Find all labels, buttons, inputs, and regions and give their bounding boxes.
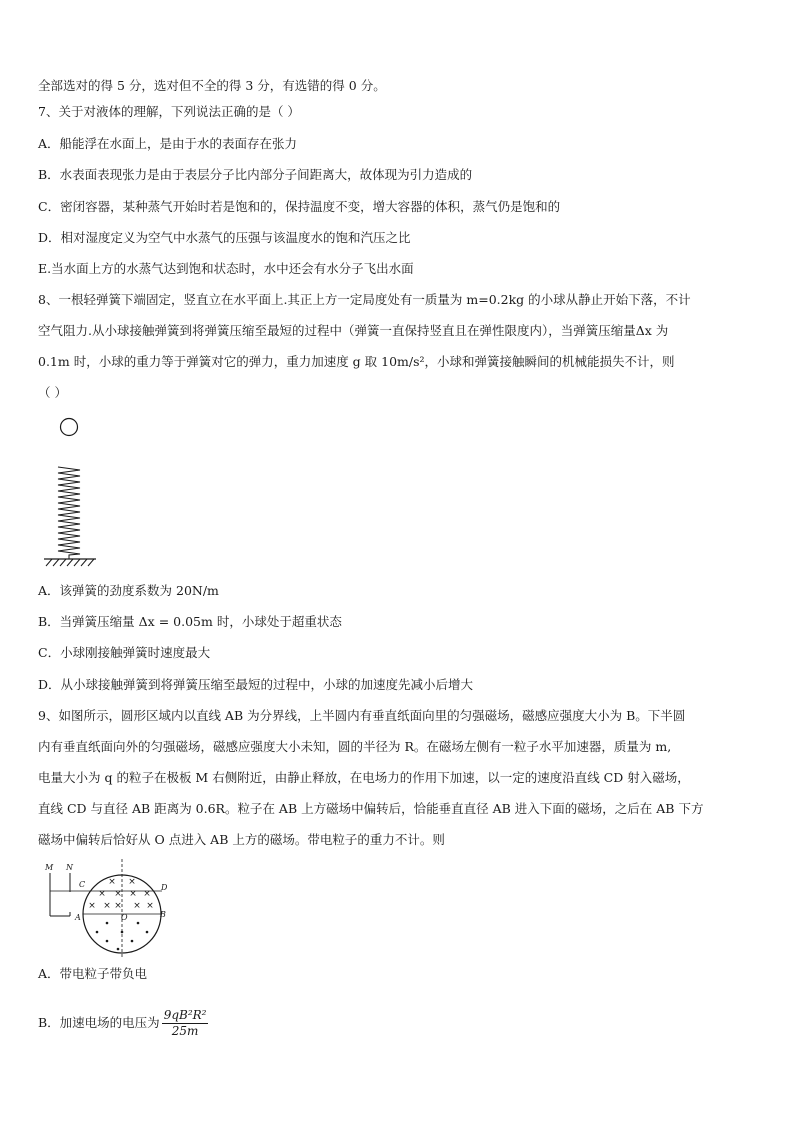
svg-text:×: × bbox=[133, 901, 141, 911]
question-7-stem: 7、关于对液体的理解，下列说法正确的是（ ） bbox=[38, 104, 300, 119]
question-9-stem-line-1: 9、如图所示，圆形区域内以直线 AB 为分界线，上半圆内有垂直纸面向里的匀强磁场，磁感应强度大小为 B。下半圆 bbox=[38, 708, 686, 723]
svg-text:×: × bbox=[98, 889, 106, 899]
question-9-option-b-prefix: B．加速电场的电压为 bbox=[38, 1015, 160, 1030]
svg-text:×: × bbox=[114, 901, 122, 911]
svg-text:×: × bbox=[129, 889, 137, 899]
svg-text:×: × bbox=[88, 901, 96, 911]
instruction-line: 全部选对的得 5 分，选对但不全的得 3 分，有选错的得 0 分。 bbox=[38, 78, 386, 93]
question-9-stem-line-3: 电量大小为 q 的粒子在极板 M 右侧附近，由静止释放，在电场力的作用下加速，以一定的速度沿直线 CD 射入磁场， bbox=[38, 770, 690, 785]
question-8-option-a: A．该弹簧的劲度系数为 20N/m bbox=[38, 583, 219, 598]
question-9-option-a: A．带电粒子带负电 bbox=[38, 966, 148, 981]
question-8-stem-line-1: 8、一根轻弹簧下端固定，竖直立在水平面上.其正上方一定局度处有一质量为 m=0.2kg 的小球从静止开始下落，不计 bbox=[38, 292, 691, 307]
spring-icon bbox=[58, 467, 80, 559]
question-8-answer-paren: （ ） bbox=[38, 385, 67, 400]
question-8-stem-line-2: 空气阻力.从小球接触弹簧到将弹簧压缩至最短的过程中（弹簧一直保持竖直且在弹性限度内），当弹簧压缩量Δx 为 bbox=[38, 323, 669, 338]
question-7-option-b: B．水表面表现张力是由于表层分子比内部分子间距离大，故体现为引力造成的 bbox=[38, 167, 473, 182]
spring-ball-figure bbox=[38, 412, 108, 572]
svg-text:×: × bbox=[108, 877, 116, 887]
svg-text:×: × bbox=[114, 889, 122, 899]
question-9-stem-line-5: 磁场中偏转后恰好从 O 点进入 AB 上方的磁场。带电粒子的重力不计。则 bbox=[38, 832, 445, 847]
label-d: D bbox=[161, 883, 168, 892]
question-9-stem-line-2: 内有垂直纸面向外的匀强磁场，磁感应强度大小未知，圆的半径为 R。在磁场左侧有一粒子水平加速器，质量为 m, bbox=[38, 739, 672, 754]
question-7-option-c: C．密闭容器，某种蒸气开始时若是饱和的，保持温度不变，增大容器的体积，蒸气仍是饱和的 bbox=[38, 199, 561, 214]
fraction-denominator: 25m bbox=[171, 1024, 199, 1038]
question-8-option-b: B．当弹簧压缩量 Δx = 0.05m 时，小球处于超重状态 bbox=[38, 614, 342, 629]
question-9-option-b bbox=[38, 1008, 208, 1039]
question-7-option-e: E.当水面上方的水蒸气达到饱和状态时，水中还会有水分子飞出水面 bbox=[38, 261, 414, 276]
question-8-stem-line-3: 0.1m 时，小球的重力等于弹簧对它的弹力，重力加速度 g 取 10m/s²，小球和弹簧接触瞬间的机械能损失不计，则 bbox=[38, 354, 675, 369]
label-c: C bbox=[79, 880, 86, 889]
question-7-option-d: D．相对湿度定义为空气中水蒸气的压强与该温度水的饱和汽压之比 bbox=[38, 230, 411, 245]
ball-icon bbox=[61, 419, 78, 436]
voltage-fraction bbox=[162, 1008, 209, 1039]
svg-text:×: × bbox=[103, 901, 111, 911]
label-a: A bbox=[75, 913, 81, 922]
question-9-stem-line-4: 直线 CD 与直径 AB 距离为 0.6R。粒子在 AB 上方磁场中偏转后，恰能垂直直径 AB 进入下面的磁场，之后在 AB 下方 bbox=[38, 801, 704, 816]
question-8-option-c: C．小球刚接触弹簧时速度最大 bbox=[38, 645, 211, 660]
question-8-option-d: D．从小球接触弹簧到将弹簧压缩至最短的过程中，小球的加速度先减小后增大 bbox=[38, 677, 474, 692]
svg-text:×: × bbox=[146, 901, 154, 911]
question-7-option-a: A．船能浮在水面上，是由于水的表面存在张力 bbox=[38, 136, 298, 151]
label-n: N bbox=[66, 863, 73, 872]
label-b: B bbox=[160, 910, 166, 919]
label-o: O bbox=[121, 913, 128, 922]
magnetic-field-figure bbox=[40, 857, 175, 959]
label-m: M bbox=[45, 863, 54, 872]
svg-text:×: × bbox=[128, 877, 136, 887]
fraction-numerator: 9qB²R² bbox=[163, 1008, 207, 1022]
svg-text:×: × bbox=[143, 889, 151, 899]
ground-hatch bbox=[46, 559, 94, 566]
